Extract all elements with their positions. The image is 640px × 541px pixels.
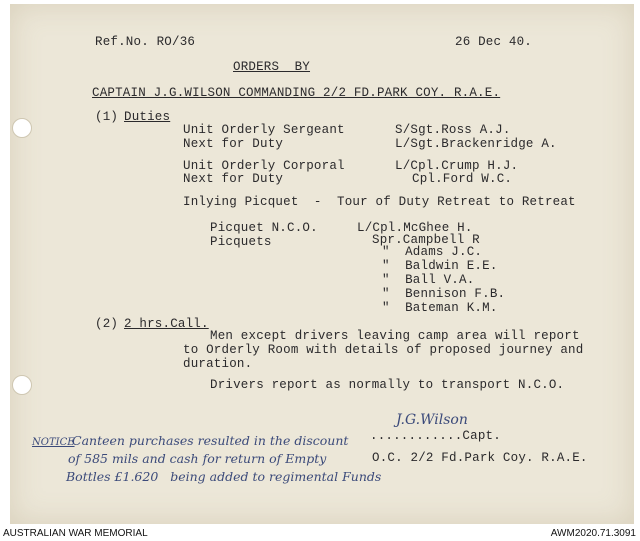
- picquets-label: Picquets: [210, 235, 272, 249]
- picquet-name: L/Cpl.McGhee H.: [357, 221, 473, 235]
- duties-heading: Duties: [124, 110, 171, 124]
- commanding-line: CAPTAIN J.G.WILSON COMMANDING 2/2 FD.PARK COY. R.A.E.: [92, 86, 501, 100]
- duty-name: S/Sgt.Ross A.J.: [395, 123, 511, 137]
- reference-number: Ref.No. RO/36: [95, 35, 196, 49]
- call-text-line: Men except drivers leaving camp area will report: [210, 329, 580, 343]
- duty-role: Unit Orderly Sergeant: [183, 123, 345, 137]
- duty-name: L/Sgt.Brackenridge A.: [395, 137, 557, 151]
- call-text-line: to Orderly Room with details of proposed journey and: [183, 343, 584, 357]
- signature-dots: ............Capt.: [370, 429, 501, 443]
- punch-hole-top: [12, 118, 32, 138]
- orders-title: ORDERS BY: [233, 60, 311, 74]
- archive-id: AWM2020.71.3091: [550, 528, 636, 539]
- call-number: (2): [95, 317, 119, 331]
- picquet-name: Spr.Campbell R: [372, 233, 480, 247]
- archive-name: AUSTRALIAN WAR MEMORIAL: [3, 528, 148, 539]
- duty-name: Cpl.Ford W.C.: [412, 172, 513, 186]
- order-date: 26 Dec 40.: [455, 35, 533, 49]
- duty-role: Unit Orderly Corporal: [183, 159, 345, 173]
- notice-line: of 585 mils and cash for return of Empty: [68, 451, 327, 466]
- archive-footer: [0, 524, 640, 541]
- duty-name: L/Cpl.Crump H.J.: [395, 159, 519, 173]
- picquet-name: " Adams J.C.: [382, 245, 483, 259]
- picquet-name: " Ball V.A.: [382, 273, 475, 287]
- notice-line: Canteen purchases resulted in the discount: [72, 433, 349, 448]
- picquet-name: " Bateman K.M.: [382, 301, 498, 315]
- drivers-line: Drivers report as normally to transport N.C.O.: [210, 378, 565, 392]
- notice-line: Bottles £1.620 being added to regimental Funds: [66, 469, 382, 484]
- duty-role: Next for Duty: [183, 137, 284, 151]
- call-heading: 2 hrs.Call.: [124, 317, 209, 331]
- picquet-nco-label: Picquet N.C.O.: [210, 221, 318, 235]
- duties-number: (1): [95, 110, 119, 124]
- picquet-name: " Bennison F.B.: [382, 287, 506, 301]
- duty-role: Next for Duty: [183, 172, 284, 186]
- notice-label: NOTICE: [32, 437, 75, 448]
- picquet-name: " Baldwin E.E.: [382, 259, 498, 273]
- picquet-line: Inlying Picquet - Tour of Duty Retreat to Retreat: [183, 195, 576, 209]
- call-text-line: duration.: [183, 357, 253, 371]
- punch-hole-bottom: [12, 375, 32, 395]
- signature-unit: O.C. 2/2 Fd.Park Coy. R.A.E.: [372, 451, 588, 465]
- handwritten-signature: J.G.Wilson: [396, 412, 468, 428]
